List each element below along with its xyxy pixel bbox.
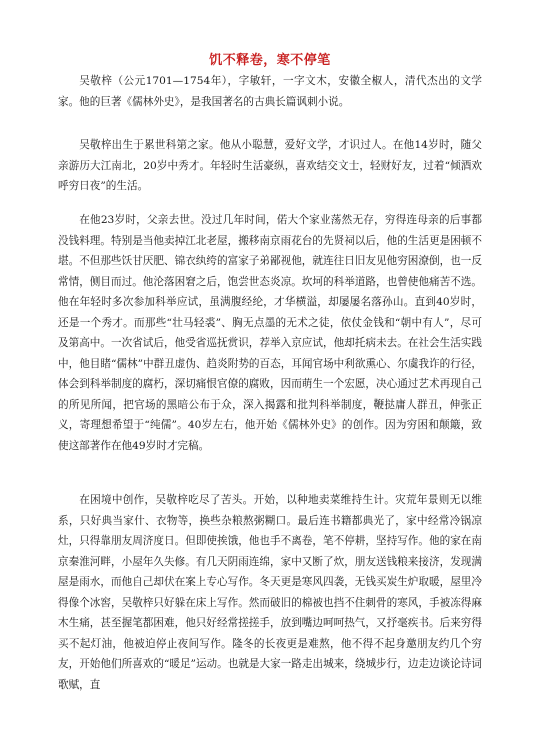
article-title: 饥不释卷，寒不停笔 bbox=[209, 53, 331, 68]
paragraph-writing: 在困境中创作，吴敬梓吃尽了苦头。开始，以种地卖菜维持生计。灾荒年景则无以维系，只好典当家什、衣物等，换些杂粮熬粥糊口。最后连书籍都典光了，家中经常冷锅凉灶，只得靠朋友周济度日。但即使挨饿，他也手不离卷，笔不停耕，坚持写作。他的家在南京秦淮河畔，小屋年久失修。有几天阴雨连绵，家中又断了炊，朋友送钱粮来接济，发现满屋是雨水，而他自己却伏在案上专心写作。冬天更是寒风四袭，无钱买炭生炉取暖，屋里冷得像个冰窖，吴敬梓只好躲在床上写作。然而破旧的棉被也挡不住刺骨的寒风，手被冻得麻木生痛，甚至握笔都困难，他只好经常搓搓手，放到嘴边呵呵热气，又抒毫疾书。后来穷得买不起灯油，他被迫停止夜间写作。隆冬的长夜更是难熬，他不得不起身邀朋友约几个穷友，开始他们所喜欢的“暖足”运动。也就是大家一路走出城来，绕城步行，边走边谈论诗词歌赋，直 bbox=[58, 494, 482, 691]
paragraph-early-life: 吴敬梓出生于累世科第之家。他从小聪慧，爱好文学，才识过人。在他14岁时，随父亲游历大江南北，20岁中秀才。年轻时生活豪纵，喜欢结交文士，轻财好友，过着“倾酒欢呼穷日夜”的生活。 bbox=[58, 139, 482, 192]
paragraph-hardship: 在他23岁时，父亲去世。没过几年时间，偌大个家业荡然无存，穷得连母亲的后事都没钱料理。特别是当他卖掉江北老屋，搬移南京雨花台的先贤祠以后，他的生活更是困顿不堪。不但那些饫甘厌肥、锦衣纨绔的富家子弟鄙视他，就连往日旧友见他穷困潦倒，也一反常情，侧目而过。他沦落困窘之后，饱尝世态炎凉。坎坷的科举道路，也曾使他痛苦不选。他在年轻时多次参加科举应试，虽满腹经纶，才华横溢，却屡屡名落孙山。直到40岁时，还是一个秀才。而那些“壮马轻裘”、胸无点墨的无术之徒，依仗金钱和“朝中有人”，尽可及第高中。一次省试后，他受省巡抚赏识，荐举入京应试，他却托病未去。在社会生活实践中，他目睹“儒林”中群丑虚伪、趋炎附势的百态，耳闻官场中利欲熏心、尔虞我诈的行径，体会到科举制度的腐朽，深切痛恨官僚的腐败，因而萌生一个宏愿，决心通过艺术再现自己的所见所闻，把官场的黑暗公布于众，深入揭露和批判科举制度，鞭挞庸人群丑，伸张正义，寄理想希望于“纯儒”。40岁左右，他开始《儒林外史》的创作。因为穷困和颠簸，致使这部著作在他49岁时才完稿。 bbox=[58, 214, 482, 452]
paragraph-intro: 吴敬梓（公元1701—1754年），字敏轩，一字文木，安徽全椒人，清代杰出的文学家。他的巨著《儒林外史》，是我国著名的古典长篇讽刺小说。 bbox=[58, 75, 482, 108]
